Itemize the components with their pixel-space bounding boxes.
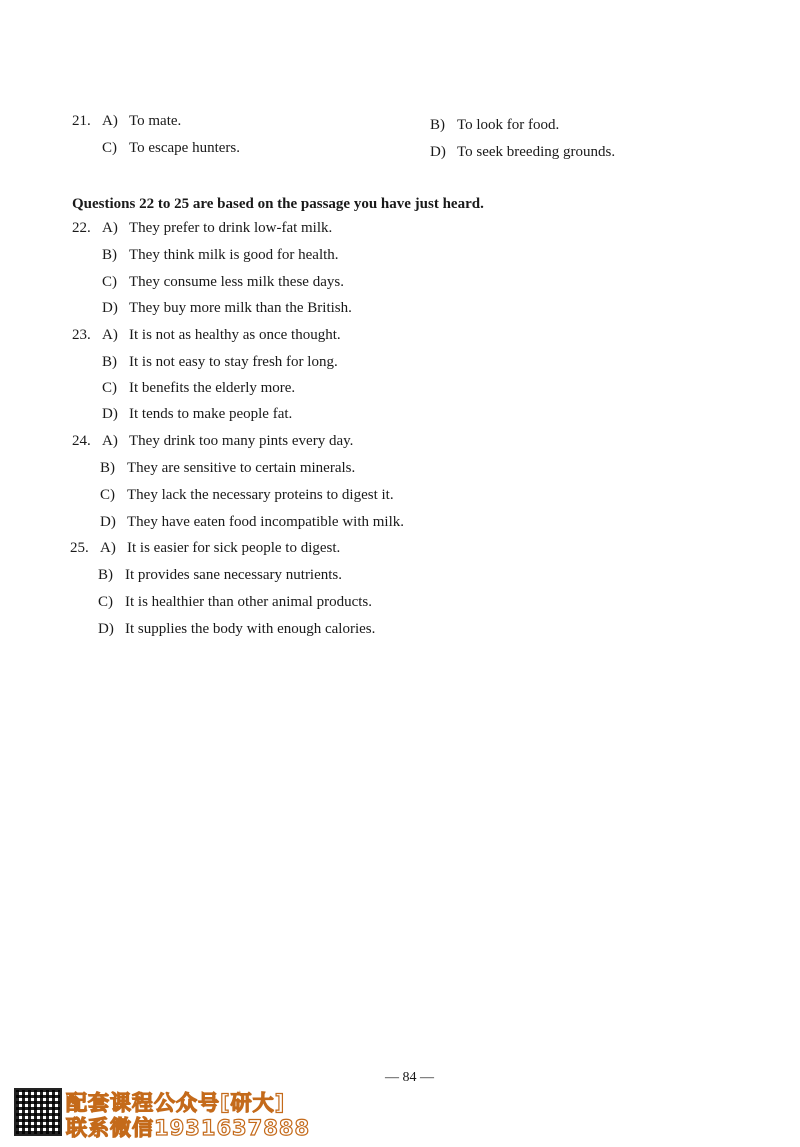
q22-option-b bbox=[102, 246, 339, 264]
option-text: It is not as healthy as once thought. bbox=[129, 327, 341, 343]
option-text: To mate. bbox=[129, 113, 182, 129]
page-number: — 84 — bbox=[385, 1070, 434, 1085]
option-text: It is not easy to stay fresh for long. bbox=[129, 354, 338, 370]
q22-option-a bbox=[72, 219, 332, 237]
q25-option-d bbox=[98, 620, 375, 638]
q21-option-a bbox=[72, 112, 181, 130]
q24-option-a bbox=[72, 432, 353, 450]
option-letter: D) bbox=[430, 144, 446, 160]
question-number: 22. bbox=[72, 220, 91, 236]
q25-option-b bbox=[98, 566, 342, 584]
option-text: They drink too many pints every day. bbox=[129, 433, 354, 449]
q22-option-c bbox=[102, 273, 344, 291]
q21-option-d bbox=[430, 143, 615, 161]
section-heading: Questions 22 to 25 are based on the passage you have just heard. bbox=[72, 196, 484, 212]
watermark-line-2: 联系微信1931637888 bbox=[66, 1116, 311, 1140]
question-number: 23. bbox=[72, 327, 91, 343]
q24-option-b bbox=[100, 459, 355, 477]
option-letter: A) bbox=[100, 540, 116, 556]
option-letter: C) bbox=[102, 274, 117, 290]
option-letter: C) bbox=[98, 594, 113, 610]
option-text: It tends to make people fat. bbox=[129, 406, 293, 422]
option-text: It supplies the body with enough calories. bbox=[125, 621, 376, 637]
option-letter: D) bbox=[98, 621, 114, 637]
option-text: They consume less milk these days. bbox=[129, 274, 344, 290]
q23-option-d bbox=[102, 405, 292, 423]
option-letter: B) bbox=[98, 567, 113, 583]
option-letter: C) bbox=[102, 380, 117, 396]
option-text: It benefits the elderly more. bbox=[129, 380, 296, 396]
q24-option-c bbox=[100, 486, 394, 504]
q23-option-c bbox=[102, 379, 295, 397]
option-letter: D) bbox=[102, 300, 118, 316]
option-text: It is easier for sick people to digest. bbox=[127, 540, 341, 556]
option-text: They lack the necessary proteins to digest it. bbox=[127, 487, 394, 503]
option-text: They prefer to drink low-fat milk. bbox=[129, 220, 333, 236]
question-number: 25. bbox=[70, 540, 89, 556]
option-text: To look for food. bbox=[457, 117, 560, 133]
q24-option-d bbox=[100, 513, 404, 531]
option-letter: D) bbox=[100, 514, 116, 530]
option-text: They think milk is good for health. bbox=[129, 247, 339, 263]
q23-option-a bbox=[72, 326, 341, 344]
q21-option-c bbox=[102, 139, 240, 157]
watermark bbox=[14, 1088, 314, 1140]
option-text: They buy more milk than the British. bbox=[129, 300, 352, 316]
q21-option-b bbox=[430, 116, 559, 134]
option-text: To seek breeding grounds. bbox=[457, 144, 616, 160]
option-letter: B) bbox=[100, 460, 115, 476]
option-letter: C) bbox=[102, 140, 117, 156]
option-text: They have eaten food incompatible with milk. bbox=[127, 514, 405, 530]
option-letter: A) bbox=[102, 113, 118, 129]
question-number: 21. bbox=[72, 113, 91, 129]
option-text: It provides sane necessary nutrients. bbox=[125, 567, 343, 583]
option-letter: A) bbox=[102, 433, 118, 449]
option-letter: D) bbox=[102, 406, 118, 422]
watermark-line-1: 配套课程公众号[研大] bbox=[66, 1091, 286, 1115]
option-text: It is healthier than other animal products. bbox=[125, 594, 373, 610]
option-text: To escape hunters. bbox=[129, 140, 240, 156]
option-text: They are sensitive to certain minerals. bbox=[127, 460, 356, 476]
question-number: 24. bbox=[72, 433, 91, 449]
q22-option-d bbox=[102, 299, 352, 317]
option-letter: A) bbox=[102, 220, 118, 236]
qr-code-icon bbox=[14, 1088, 62, 1136]
q25-option-c bbox=[98, 593, 372, 611]
option-letter: A) bbox=[102, 327, 118, 343]
option-letter: B) bbox=[102, 247, 117, 263]
option-letter: B) bbox=[430, 117, 445, 133]
option-letter: C) bbox=[100, 487, 115, 503]
q25-option-a bbox=[70, 539, 340, 557]
q23-option-b bbox=[102, 353, 338, 371]
option-letter: B) bbox=[102, 354, 117, 370]
